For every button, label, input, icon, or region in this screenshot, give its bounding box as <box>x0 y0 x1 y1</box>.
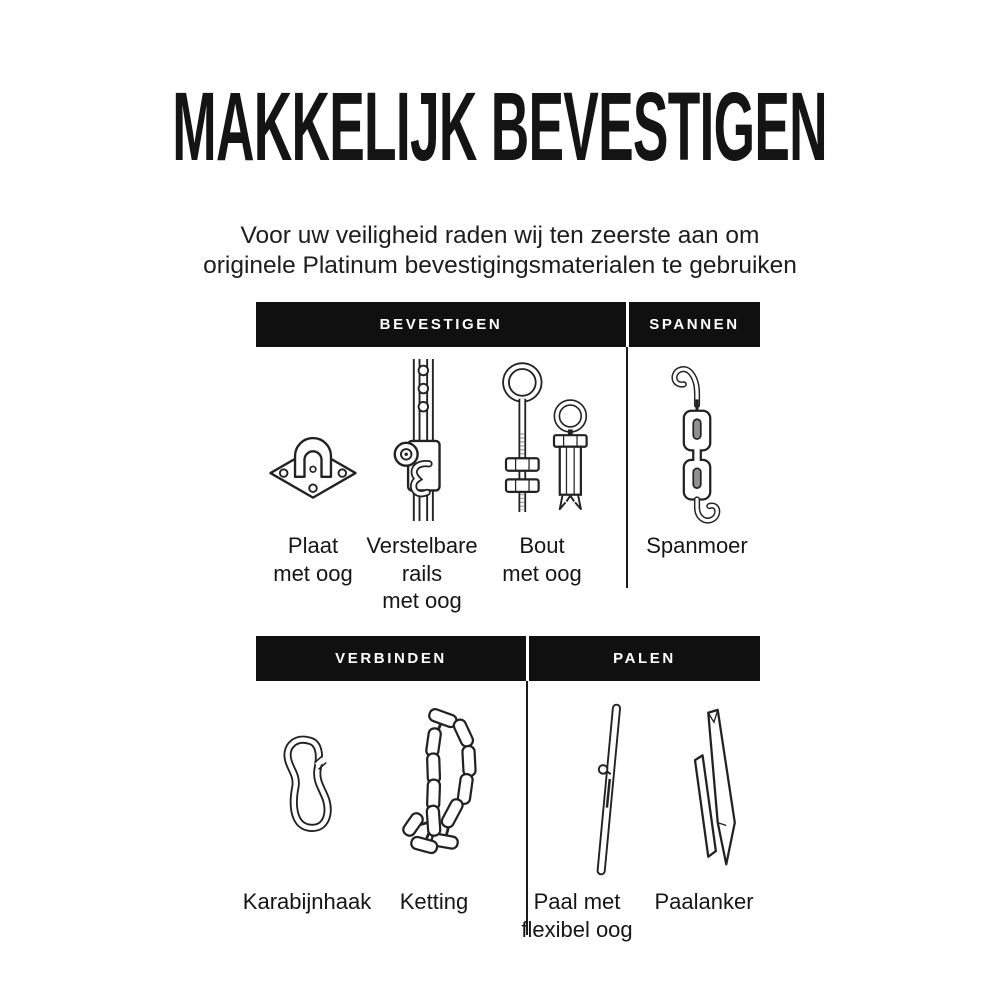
item-spanmoer <box>638 355 756 525</box>
item-paalanker <box>657 696 751 881</box>
turnbuckle-icon <box>651 356 744 524</box>
item-bout-met-oog <box>481 355 603 525</box>
header-bevestigen-label: BEVESTIGEN <box>379 316 503 333</box>
label-bout-met-oog: Bout met oog <box>502 533 582 586</box>
label-paalanker: Paalanker <box>654 889 754 914</box>
label-plaat-met-oog: Plaat met oog <box>273 533 353 586</box>
item-karabijnhaak <box>257 696 357 881</box>
pole-anchor-icon <box>659 700 749 878</box>
label-ketting: Ketting <box>399 889 469 914</box>
header-spannen-label: SPANNEN <box>649 316 740 333</box>
subtitle-line: Voor uw veiligheid raden wij ten zeerste aan om <box>240 222 760 249</box>
adjustable-rail-with-eye-icon <box>370 358 470 522</box>
pole-with-flexible-eye-icon <box>562 700 648 878</box>
subtitle-line: originele Platinum bevestigingsmaterialen te gebruiken <box>203 252 797 279</box>
item-paal-met-flexibel-oog <box>561 696 649 881</box>
plate-with-eye-icon <box>261 405 365 509</box>
item-plaat-met-oog <box>258 355 368 525</box>
label-karabijnhaak: Karabijnhaak <box>242 889 372 914</box>
header-verbinden-label: VERBINDEN <box>335 650 447 667</box>
header-palen-label: PALEN <box>613 650 676 667</box>
label-verstelbare-rails: Verstelbare rails met oog <box>366 533 478 613</box>
item-verstelbare-rails <box>366 355 474 525</box>
eye-bolt-icon <box>482 358 602 522</box>
section-bevestigen-spannen <box>256 302 760 632</box>
label-spanmoer: Spanmoer <box>646 533 748 558</box>
page-subtitle <box>0 221 1000 281</box>
item-ketting <box>383 696 499 881</box>
header-palen <box>529 636 760 681</box>
header-verbinden <box>256 636 526 681</box>
chain-icon <box>385 703 497 875</box>
page-title: MAKKELIJK BEVESTIGEN <box>172 71 828 181</box>
section-verbinden-palen <box>242 636 760 956</box>
label-paal-met-flexibel-oog: Paal met flexibel oog <box>521 889 633 942</box>
header-bevestigen <box>256 302 626 347</box>
carabiner-icon <box>259 729 355 849</box>
header-spannen <box>629 302 760 347</box>
